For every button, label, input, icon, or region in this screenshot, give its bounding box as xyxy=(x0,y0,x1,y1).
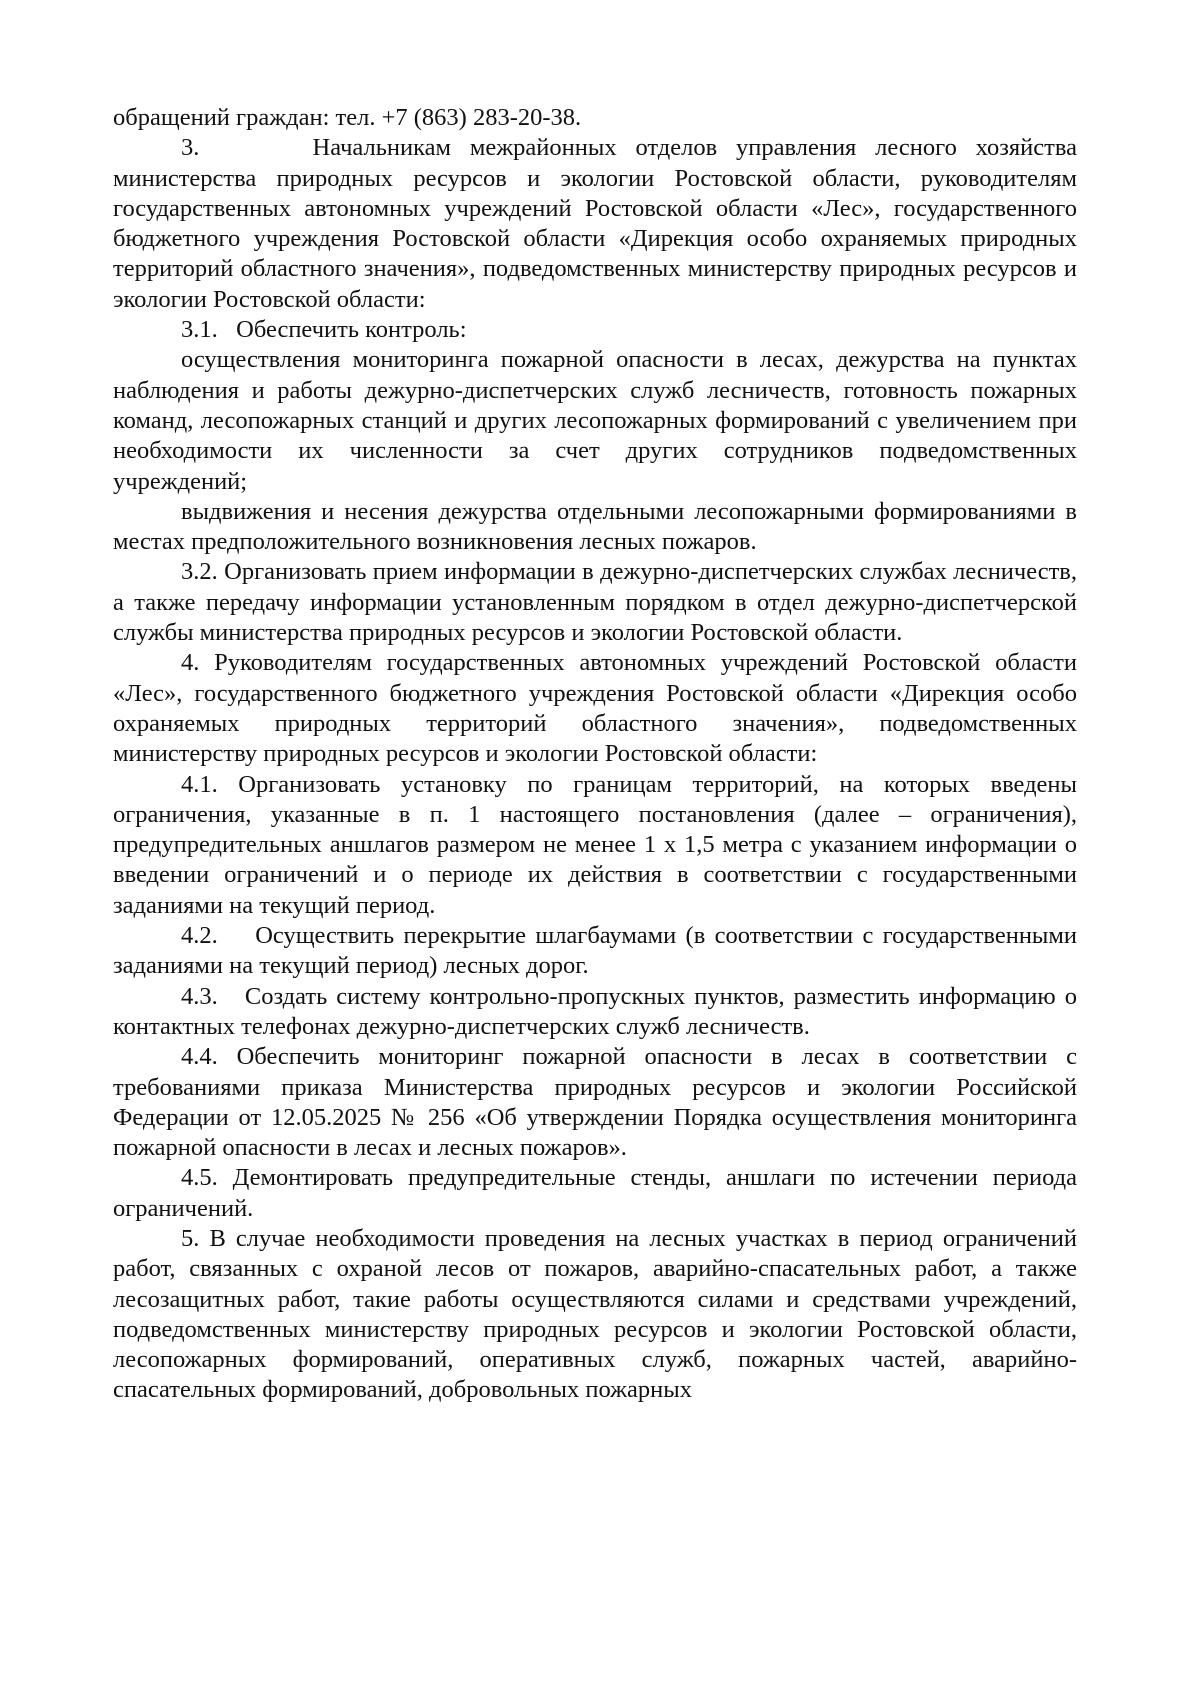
paragraph-4-1: 4.1. Организовать установку по границам территорий, на которых введены ограничения, указанные в п. 1 настоящего постановления (далее – ограничения), предупредительных аншлагов размером не менее 1 х 1,5 метра с указанием информации о введении ограничений и о периоде их действия в соответствии с государственными заданиями на текущий период. xyxy=(113,770,1077,919)
paragraph-4-4: 4.4. Обеспечить мониторинг пожарной опасности в лесах в соответствии с требованиями приказа Министерства природных ресурсов и экологии Российской Федерации от 12.05.2025 № 256 «Об утверждении Порядка осуществления мониторинга пожарной опасности в лесах и лесных пожаров». xyxy=(113,1043,1077,1162)
paragraph-3-1-item-1: осуществления мониторинга пожарной опасности в лесах, дежурства на пунктах наблюдения и работы дежурно-диспетчерских служб лесничеств, готовность пожарных команд, лесопожарных станций и других лесопожарных формирований с увеличением при необходимости их численности за счет других сотрудников подведомственных учреждений; xyxy=(113,346,1077,495)
paragraph-3-2: 3.2. Организовать прием информации в дежурно-диспетчерских службах лесничеств, а также передачу информации установленным порядком в отдел дежурно-диспетчерской службы министерства природных ресурсов и экологии Ростовской области. xyxy=(113,558,1077,647)
paragraph-4-3: 4.3. Создать систему контрольно-пропускных пунктов, разместить информацию о контактных телефонах дежурно-диспетчерских служб лесничеств. xyxy=(113,982,1077,1040)
paragraph-4-2: 4.2. Осуществить перекрытие шлагбаумами (в соответствии с государственными заданиями на текущий период) лесных дорог. xyxy=(113,922,1077,980)
document-page xyxy=(113,103,1077,1406)
paragraph-3: 3. Начальникам межрайонных отделов управления лесного хозяйства министерства природных ресурсов и экологии Ростовской области, руководителям государственных автономных учреждений Ростовской области «Лес», государственного бюджетного учреждения Ростовской области «Дирекция особо охраняемых природных территорий областного значения», подведомственных министерству природных ресурсов и экологии Ростовской области: xyxy=(113,134,1077,313)
paragraph-4-5: 4.5. Демонтировать предупредительные стенды, аншлаги по истечении периода ограничений. xyxy=(113,1164,1077,1222)
paragraph-3-1: 3.1. Обеспечить контроль: xyxy=(181,316,467,344)
paragraph-3-1-item-2: выдвижения и несения дежурства отдельными лесопожарными формированиями в местах предположительного возникновения лесных пожаров. xyxy=(113,497,1077,556)
paragraph-continuation: обращений граждан: тел. +7 (863) 283-20-38. xyxy=(113,104,582,131)
paragraph-4: 4. Руководителям государственных автономных учреждений Ростовской области «Лес», государственного бюджетного учреждения Ростовской области «Дирекция особо охраняемых природных территорий областного значения», подведомственных министерству природных ресурсов и экологии Ростовской области: xyxy=(113,649,1077,768)
paragraph-5: 5. В случае необходимости проведения на лесных участках в период ограничений работ, связанных с охраной лесов от пожаров, аварийно-спасательных работ, а также лесозащитных работ, такие работы осуществляются силами и средствами учреждений, подведомственных министерству природных ресурсов и экологии Ростовской области, лесопожарных формирований, оперативных служб, пожарных частей, аварийно-спасательных формирований, добровольных пожарных xyxy=(113,1224,1077,1404)
